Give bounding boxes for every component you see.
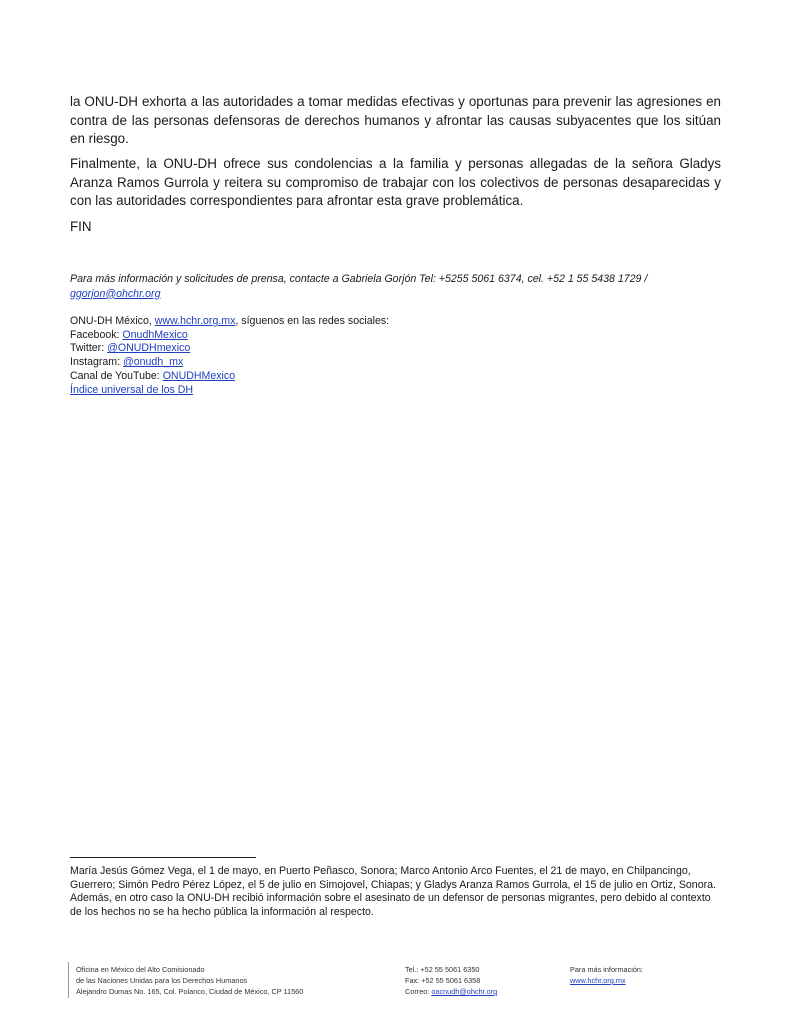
footnote-separator [70, 857, 256, 858]
youtube-link[interactable]: ONUDHMexico [162, 369, 236, 382]
facebook-link[interactable]: OnudhMexico [122, 328, 188, 341]
footnote: María Jesús Gómez Vega, el 1 de mayo, en Puerto Peñasco, Sonora; Marco Antonio Arco Fuentes, el 21 de mayo, en Chilpancingo, Guerrero; Simón Pedro Pérez López, el 5 de julio en Simojovel, Chiapas; y Gladys Aranza Ramos Gurrola, el 15 de julio en Ortiz, Sonora. Además, en otro caso la ONU-DH recibió información sobre el asesinato de un defensor de personas migrantes, pero debido al contexto de los hechos no se ha hecho pública la información al respecto. [70, 865, 716, 918]
human-rights-index-link[interactable]: Índice universal de los DH [70, 383, 194, 396]
footer-email-label: Correo: [405, 987, 432, 996]
footer-office-line-2: de las Naciones Unidas para los Derechos Humanos [76, 976, 248, 985]
footer-office-line-3: Alejandro Dumas No. 165, Col. Polanco, Ciudad de México, CP 11560 [76, 987, 304, 996]
footer-office-address [76, 964, 303, 997]
end-marker: FIN [70, 219, 92, 234]
body-paragraph-1: la ONU-DH exhorta a las autoridades a tomar medidas efectivas y oportunas para prevenir las agresiones en contra de las personas defensoras de derechos humanos y afrontar las causas subyacentes que los sitúan en riesgo. [70, 94, 721, 147]
twitter-row [70, 342, 570, 356]
footer-more-info [570, 964, 643, 986]
social-intro-suffix: , síguenos en las redes sociales: [235, 315, 390, 327]
facebook-row [70, 329, 570, 343]
footer-tel: Tel.: +52 55 5061 6350 [405, 965, 480, 974]
footer-office-line-1: Oficina en México del Alto Comisionado [76, 965, 205, 974]
footer-email-link[interactable]: oacnudh@ohchr.org [431, 987, 498, 996]
instagram-label: Instagram: [70, 356, 123, 369]
index-row [70, 384, 570, 398]
website-link[interactable]: www.hchr.org.mx [154, 315, 236, 327]
press-contact [70, 272, 730, 301]
social-intro [70, 315, 570, 329]
press-contact-text: Para más información y solicitudes de prensa, contacte a Gabriela Gorjón Tel: +5255 5061 6374, cel. +52 1 55 5438 1729 / [70, 273, 648, 285]
press-email-link[interactable]: ggorjon@ohchr.org [70, 287, 161, 300]
footer-fax: Fax: +52 55 5061 6358 [405, 976, 481, 985]
twitter-link[interactable]: @ONUDHmexico [107, 342, 191, 355]
twitter-label: Twitter: [70, 342, 108, 355]
footer-divider [68, 962, 69, 998]
footer-info-label: Para más información: [570, 965, 643, 974]
youtube-row [70, 370, 570, 384]
footer-email-row [405, 986, 497, 997]
social-intro-prefix: ONU-DH México, [70, 315, 155, 327]
youtube-label: Canal de YouTube: [70, 369, 163, 382]
instagram-link[interactable]: @onudh_mx [123, 356, 184, 369]
footer-website-link[interactable]: www.hchr.org.mx [570, 976, 626, 985]
footer-contact [405, 964, 497, 997]
instagram-row [70, 356, 570, 370]
social-links [70, 315, 570, 397]
facebook-label: Facebook: [70, 328, 123, 341]
body-paragraph-2: Finalmente, la ONU-DH ofrece sus condolencias a la familia y personas allegadas de la señora Gladys Aranza Ramos Gurrola y reitera su compromiso de trabajar con los colectivos de personas desaparecidas y con las autoridades correspondientes para afrontar esta grave problemática. [70, 156, 721, 209]
